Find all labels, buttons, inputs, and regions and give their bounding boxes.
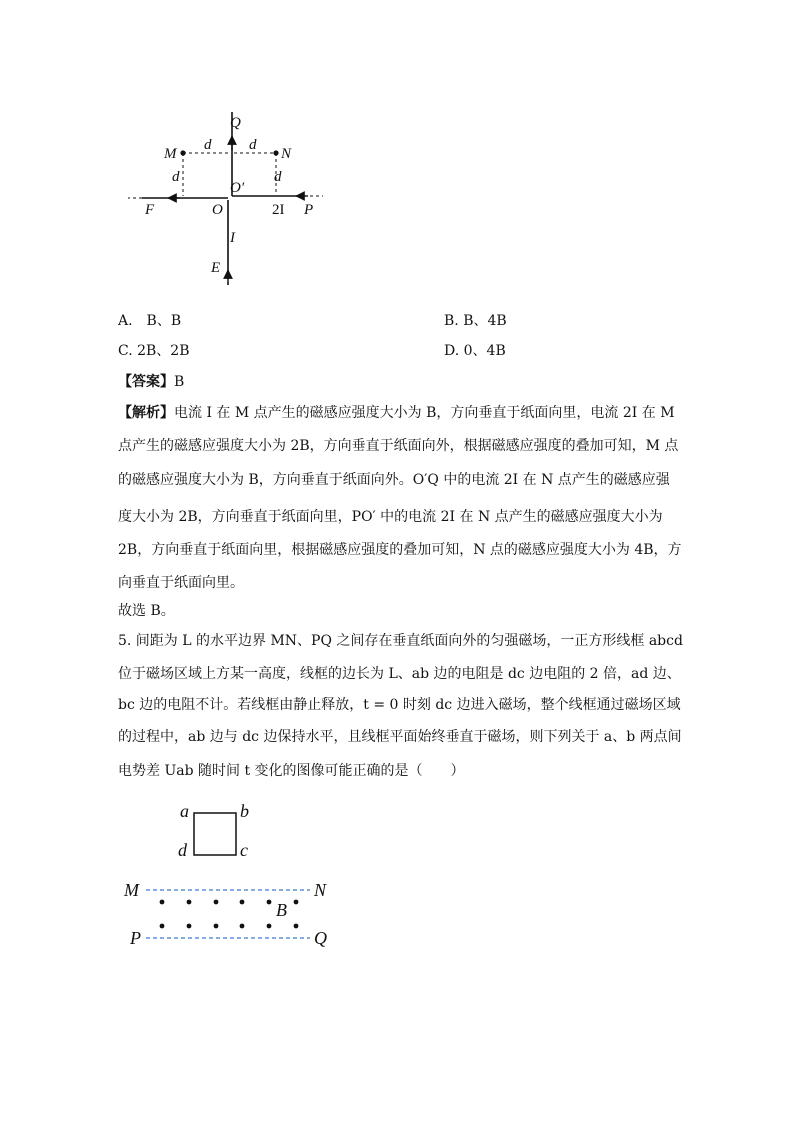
label-P: P [304, 202, 314, 218]
field-dot [214, 900, 219, 905]
label-c: c [240, 840, 248, 860]
choice-a: A. B、B [118, 313, 182, 329]
label-2I: 2I [272, 202, 285, 218]
label-d-right: d [274, 169, 282, 185]
label-Q: Q [230, 115, 241, 131]
label-B: B [276, 900, 287, 920]
question5-line-2: 位于磁场区域上方某一高度，线框的边长为 L、ab 边的电阻是 dc 边电阻的 2 倍，ad 边、 [118, 666, 681, 682]
analysis-conclusion: 故选 B。 [118, 603, 175, 619]
analysis-text-1: 电流 I 在 M 点产生的磁感应强度大小为 B，方向垂直于纸面向里，电流 2I 在 M [174, 405, 675, 421]
label-d-left: d [172, 169, 180, 185]
choice-b: B. B、4B [444, 313, 507, 329]
label-b: b [240, 801, 249, 821]
label-E: E [211, 260, 221, 276]
point-M [180, 150, 185, 155]
field-dot [187, 924, 192, 929]
label-M: M [164, 146, 177, 162]
field-dot [294, 924, 299, 929]
field-dot [240, 900, 245, 905]
loop-field-diagram [118, 795, 358, 955]
question5-line-1: 5. 间距为 L 的水平边界 MN、PQ 之间存在垂直纸面向外的匀强磁场，一正方形线框 abcd [118, 633, 683, 649]
analysis-line-6: 向垂直于纸面向里。 [118, 575, 244, 591]
analysis-tag: 【解析】 [118, 405, 174, 421]
analysis-line-1 [118, 403, 675, 423]
choice-d: D. 0、4B [444, 343, 506, 359]
choice-c: C. 2B、2B [118, 343, 190, 359]
analysis-line-2: 点产生的磁感应强度大小为 2B，方向垂直于纸面向外，根据磁感应强度的叠加可知，M 点 [118, 438, 679, 454]
field-dot [160, 924, 165, 929]
label-M2: M [124, 880, 139, 900]
label-O: O [212, 202, 223, 218]
question5-line-3: bc 边的电阻不计。若线框由静止释放，t = 0 时刻 dc 边进入磁场，整个线框通过磁场区域 [118, 697, 681, 713]
question5-line-4: 的过程中，ab 边与 dc 边保持水平，且线框平面始终垂直于磁场，则下列关于 a、b 两点间 [118, 729, 682, 745]
answer-line [118, 372, 184, 392]
analysis-line-3: 的磁感应强度大小为 B，方向垂直于纸面向外。O′Q 中的电流 2I 在 N 点产生的磁感应强 [118, 472, 670, 488]
field-dot [294, 900, 299, 905]
label-N2: N [314, 880, 327, 900]
label-P2: P [130, 928, 141, 948]
label-Q2: Q [314, 928, 327, 948]
label-F: F [145, 202, 155, 218]
field-dot [187, 900, 192, 905]
field-dot [240, 924, 245, 929]
answer-tag: 【答案】 [118, 374, 174, 390]
label-a: a [180, 801, 189, 821]
analysis-line-5: 2B，方向垂直于纸面向里，根据磁感应强度的叠加可知，N 点的磁感应强度大小为 4B，方 [118, 542, 682, 558]
label-d: d [178, 840, 187, 860]
analysis-line-4: 度大小为 2B，方向垂直于纸面向里，PO′ 中的电流 2I 在 N 点产生的磁感应强度大小为 [118, 509, 663, 525]
label-I: I [230, 230, 235, 246]
label-d-top-right: d [249, 137, 257, 153]
point-N [273, 150, 278, 155]
field-dot [214, 924, 219, 929]
question5-line-5: 电势差 Uab 随时间 t 变化的图像可能正确的是（ ） [118, 763, 465, 779]
field-dot [160, 900, 165, 905]
label-N: N [281, 146, 292, 162]
wire-field-diagram [118, 100, 348, 295]
label-d-top-left: d [204, 137, 212, 153]
square-loop [194, 813, 236, 855]
field-dot [267, 900, 272, 905]
field-dot [267, 924, 272, 929]
label-O-prime: O′ [230, 180, 245, 196]
answer-value: B [174, 374, 185, 390]
